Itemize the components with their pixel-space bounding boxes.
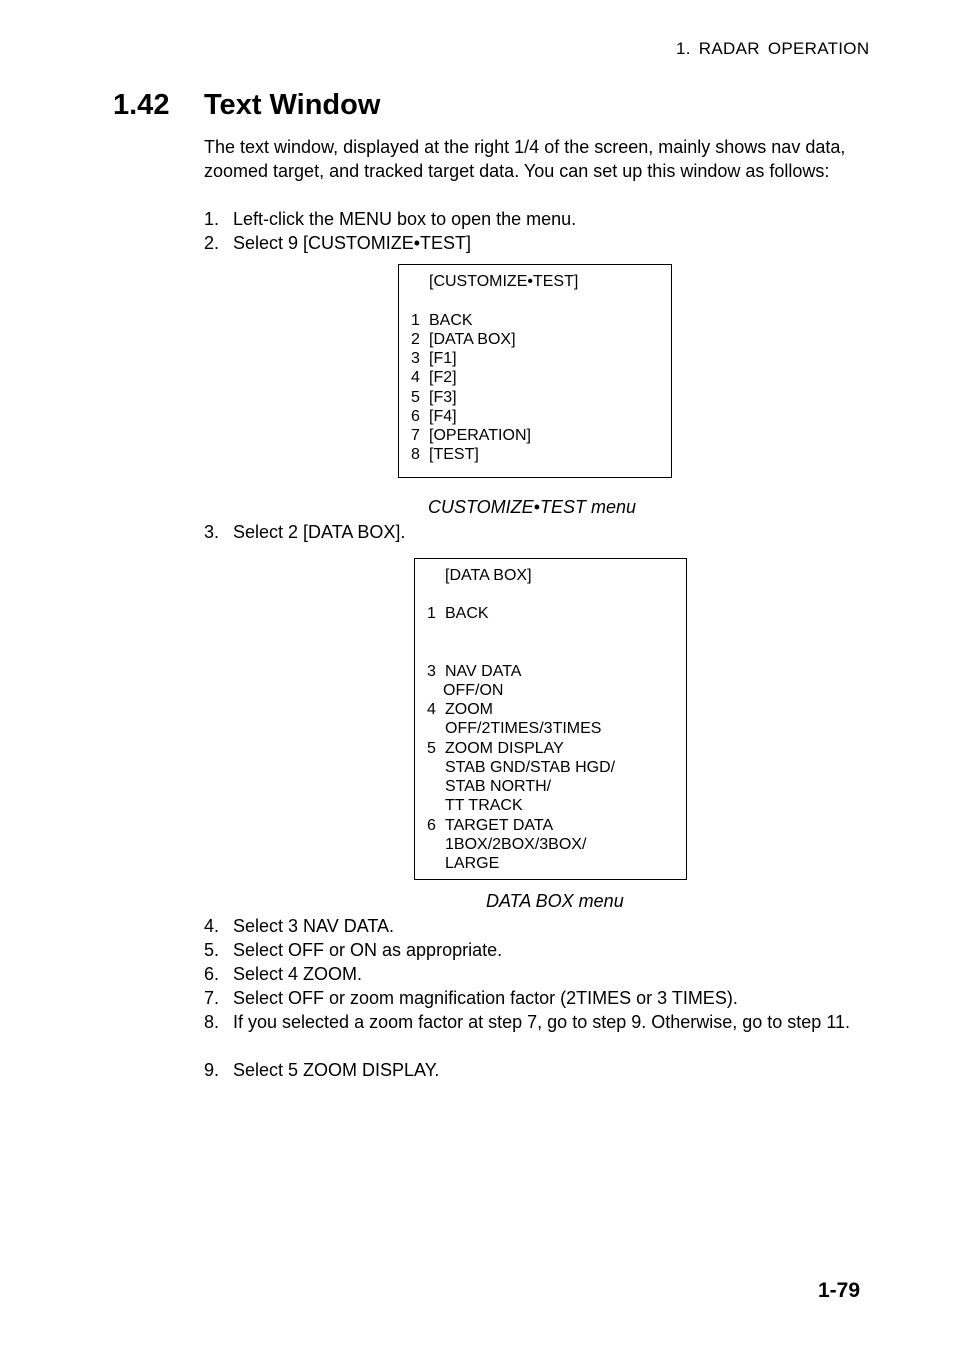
menu-item-number: 7 bbox=[411, 427, 420, 444]
menu-item-options: STAB GND/STAB HGD/ bbox=[445, 759, 616, 776]
menu-item-back: BACK bbox=[445, 605, 489, 622]
step-text: Select 4 ZOOM. bbox=[233, 964, 363, 984]
intro-paragraph: The text window, displayed at the right 1/4 of the screen, mainly shows nav data, zoomed target, and tracked target data. You can set up this window as follows: bbox=[204, 137, 846, 181]
menu-item-nav-data: NAV DATA bbox=[445, 663, 522, 680]
menu-item-options: OFF/2TIMES/3TIMES bbox=[445, 720, 602, 737]
menu-item-operation: [OPERATION] bbox=[429, 427, 531, 444]
list-item bbox=[204, 986, 864, 1010]
list-item bbox=[204, 938, 864, 962]
menu-item-number: 1 bbox=[411, 312, 420, 329]
step-text: If you selected a zoom factor at step 7, go to step 9. Otherwise, go to step 11. bbox=[233, 1012, 851, 1032]
menu-item-number: 5 bbox=[427, 740, 436, 757]
menu-item-number: 2 bbox=[411, 331, 420, 348]
menu-item-number: 3 bbox=[427, 663, 436, 680]
menu-item-target-data: TARGET DATA bbox=[445, 817, 554, 834]
figure-caption: CUSTOMIZE•TEST menu bbox=[428, 497, 637, 517]
step-number: 1. bbox=[204, 209, 220, 229]
menu-item-options: LARGE bbox=[445, 855, 500, 872]
menu-item-options: 1BOX/2BOX/3BOX/ bbox=[445, 836, 587, 853]
step-number: 4. bbox=[204, 916, 220, 936]
menu-item-test: [TEST] bbox=[429, 446, 479, 463]
step-number: 7. bbox=[204, 988, 220, 1008]
step-text: Select 9 [CUSTOMIZE•TEST] bbox=[233, 233, 472, 253]
step-text: Select 5 ZOOM DISPLAY. bbox=[233, 1060, 440, 1080]
step-text: Select OFF or ON as appropriate. bbox=[233, 940, 503, 960]
list-item bbox=[204, 962, 864, 986]
menu-item-options: TT TRACK bbox=[445, 797, 523, 814]
menu-item-number: 3 bbox=[411, 350, 420, 367]
menu-item-options: OFF/ON bbox=[443, 682, 504, 699]
step-number: 8. bbox=[204, 1012, 220, 1032]
step-text: Left-click the MENU box to open the menu. bbox=[233, 209, 577, 229]
menu-item-f4: [F4] bbox=[429, 408, 457, 425]
section-number: 1.42 bbox=[113, 89, 170, 121]
section-title: Text Window bbox=[204, 89, 381, 121]
step-number: 5. bbox=[204, 940, 220, 960]
list-item bbox=[204, 231, 864, 255]
customize-test-menu-box bbox=[398, 264, 672, 478]
menu-item-number: 1 bbox=[427, 605, 436, 622]
menu-item-zoom: ZOOM bbox=[445, 701, 493, 718]
menu-item-f1: [F1] bbox=[429, 350, 457, 367]
data-box-menu-box bbox=[414, 558, 687, 880]
menu-item-data-box: [DATA BOX] bbox=[429, 331, 516, 348]
menu-title: [DATA BOX] bbox=[445, 567, 532, 584]
running-header: 1. RADAR OPERATION bbox=[676, 39, 870, 58]
step-text: Select 3 NAV DATA. bbox=[233, 916, 395, 936]
menu-item-options: STAB NORTH/ bbox=[445, 778, 552, 795]
figure-caption: DATA BOX menu bbox=[486, 891, 624, 911]
menu-item-number: 5 bbox=[411, 389, 420, 406]
menu-item-back: BACK bbox=[429, 312, 473, 329]
menu-item-number: 8 bbox=[411, 446, 420, 463]
menu-item-number: 4 bbox=[411, 369, 420, 386]
step-number: 9. bbox=[204, 1060, 220, 1080]
list-item bbox=[204, 1058, 864, 1082]
step-number: 6. bbox=[204, 964, 220, 984]
list-item bbox=[204, 1010, 864, 1058]
menu-item-number: 4 bbox=[427, 701, 436, 718]
list-item bbox=[204, 520, 864, 544]
step-text: Select 2 [DATA BOX]. bbox=[233, 522, 406, 542]
step-number: 3. bbox=[204, 522, 220, 542]
menu-item-number: 6 bbox=[411, 408, 420, 425]
page-number: 1-79 bbox=[818, 1279, 861, 1302]
step-text: Select OFF or zoom magnification factor (2TIMES or 3 TIMES). bbox=[233, 988, 738, 1008]
menu-item-f2: [F2] bbox=[429, 369, 457, 386]
menu-item-zoom-display: ZOOM DISPLAY bbox=[445, 740, 564, 757]
step-number: 2. bbox=[204, 233, 220, 253]
list-item bbox=[204, 914, 864, 938]
list-item bbox=[204, 207, 864, 231]
menu-item-f3: [F3] bbox=[429, 389, 457, 406]
menu-title: [CUSTOMIZE•TEST] bbox=[429, 273, 579, 290]
menu-item-number: 6 bbox=[427, 817, 436, 834]
